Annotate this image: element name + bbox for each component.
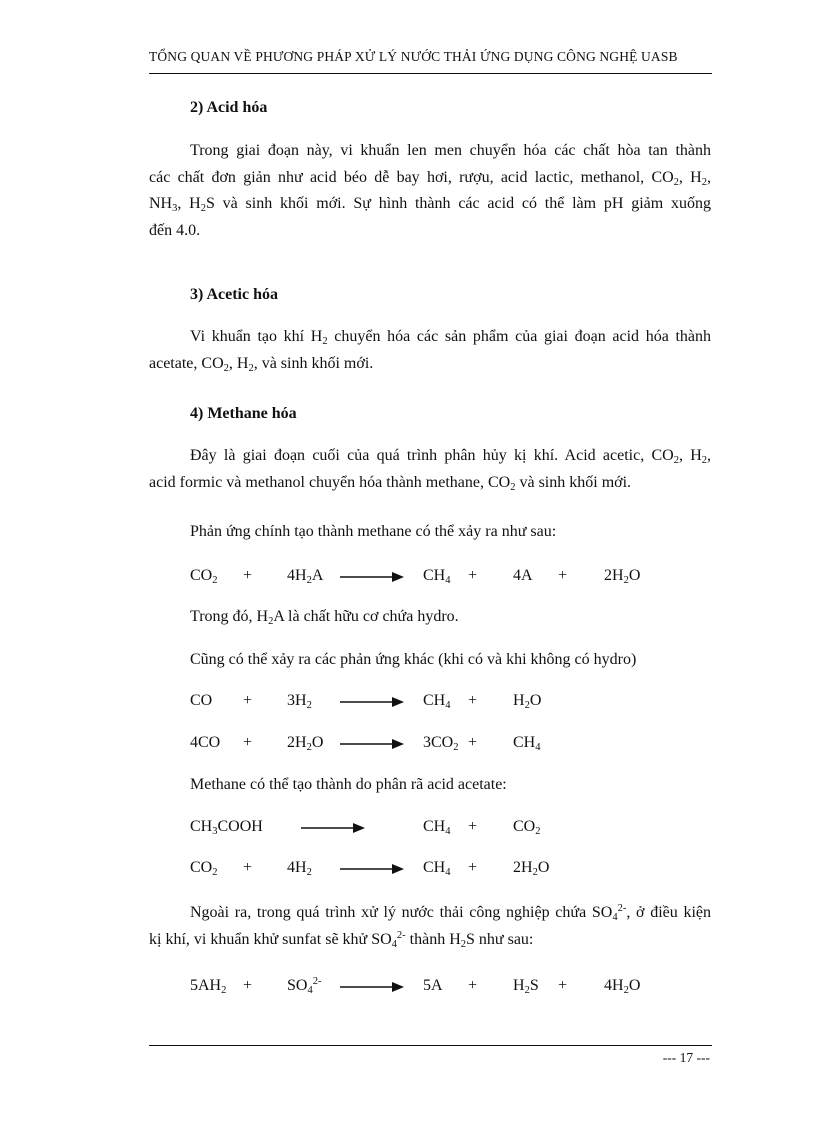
paragraph-acetic: [149, 324, 711, 377]
text-line: đến 4.0.: [149, 221, 201, 239]
footer-divider: [149, 1045, 712, 1046]
arrow-icon: [340, 571, 404, 583]
equation-1: $CO_2$ + $4H_2A$ $CH_4$ + 4A + $2H_2O$: [190, 567, 641, 586]
text-line: $NH_3$, $H_2S$ và sinh khối mới. Sự hình thành các acid có thể làm pH giảm xuống: [149, 195, 712, 214]
text-line: các chất đơn giản như acid béo dễ bay hơi, rượu, acid lactic, methanol, $CO_2$, $H_2$,: [149, 168, 711, 188]
arrow-icon: [340, 738, 404, 750]
text-main-reaction: Phản ứng chính tạo thành methane có thể xảy ra như sau:: [190, 523, 557, 540]
text-line: Vi khuẩn tạo khí $H_2$ chuyển hóa các sản phẩm của giai đoạn acid hóa thành: [190, 328, 712, 347]
paragraph-acid: [149, 138, 711, 244]
heading-acetic: 3) Acetic hóa: [190, 286, 278, 303]
header-title: TỔNG QUAN VỀ PHƯƠNG PHÁP XỬ LÝ NƯỚC THẢI ỨNG DỤNG CÔNG NGHỆ UASB: [149, 49, 678, 64]
text-line: kị khí, vi khuẩn khử sunfat sẽ khử $SO_4^{2-}$ thành $H_2S$ như sau:: [149, 929, 534, 950]
text-line: acid formic và methanol chuyển hóa thành methane, $CO_2$ và sinh khối mới.: [149, 473, 632, 493]
arrow-icon: [340, 696, 404, 708]
arrow-icon: [340, 981, 404, 993]
page-number: --- 17 ---: [662, 1050, 710, 1065]
equation-4: $CH_3COOH$ $CH_4$ + $CO_2$: [190, 818, 541, 837]
heading-acid: 2) Acid hóa: [190, 99, 268, 116]
equation-6: $5AH_2$ + $SO_4^{2-}$ 5A + $H_2S$ + $4H_2O$: [190, 976, 641, 996]
arrow-icon: [301, 822, 365, 834]
equation-3: 4CO + $2H_2O$ $3CO_2$ + $CH_4$: [190, 734, 541, 753]
paragraph-methane: [149, 443, 711, 496]
text-acetate: Methane có thể tạo thành do phân rã acid acetate:: [190, 776, 507, 793]
equation-5: $CO_2$ + $4H_2$ $CH_4$ + $2H_2O$: [190, 859, 550, 878]
text-line: Ngoài ra, trong quá trình xử lý nước thải công nghiệp chứa $SO_4^{2-}$, ở điều kiện: [190, 903, 711, 923]
equation-2: CO + $3H_2$ $CH_4$ + $H_2O$: [190, 692, 542, 711]
header-divider: [149, 73, 712, 74]
paragraph-sulfate: [149, 900, 711, 953]
heading-methane: 4) Methane hóa: [190, 405, 297, 422]
text-where: Trong đó, $H_2A$ là chất hữu cơ chứa hydro.: [190, 608, 459, 627]
text-line: Đây là giai đoạn cuối của quá trình phân hủy kị khí. Acid acetic, $CO_2$, $H_2$,: [190, 447, 711, 466]
text-other-reactions: Cũng có thể xảy ra các phản ứng khác (khi có và khi không có hydro): [190, 651, 637, 668]
text-line: acetate, $CO_2$, $H_2$, và sinh khối mới.: [149, 354, 374, 374]
arrow-icon: [340, 863, 404, 875]
text-line: Trong giai đoạn này, vi khuẩn len men chuyển hóa các chất hòa tan thành: [190, 142, 711, 159]
